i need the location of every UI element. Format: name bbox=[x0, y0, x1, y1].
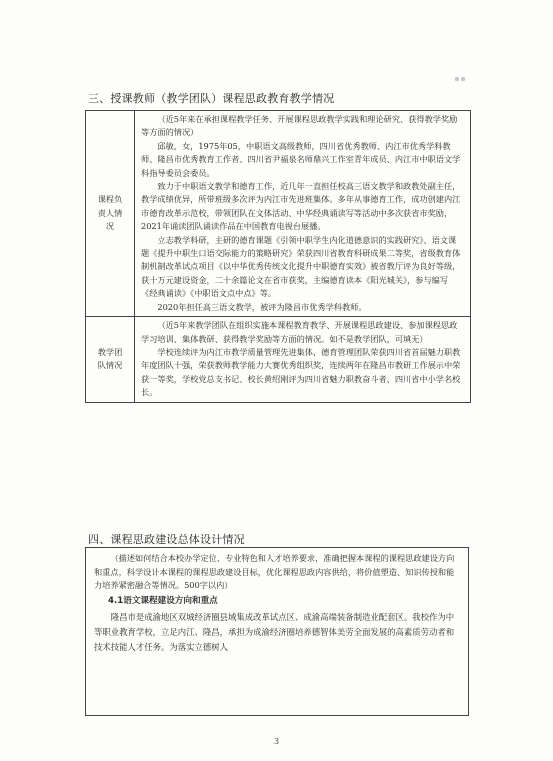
leader-row bbox=[86, 111, 471, 317]
team-paragraph: 学校连续评为内江市教学质量管理先进集体，德育管理团队荣获四川省首届魅力职教年度团队十强，荣获教师教学能力大赛优秀组织奖，连续两年在隆昌市教研工作展示中荣获一等奖，学校党总支书记、校长黄绍刚评为四川省魅力职教奋斗者、四川省中小学名校长。 bbox=[141, 346, 461, 398]
design-subheading: 4.1语文课程建设方向和重点 bbox=[108, 595, 218, 606]
design-body: 隆昌市是成渝地区双城经济圈县域集成改革试点区、成渝高端装备制造业配套区。我校作为中等职业教育学校，立足内江、隆昌，承担为成渝经济圈培养德智体美劳全面发展的高素质劳动者和技术技能人才任务。为落实立德树人 bbox=[94, 612, 455, 653]
leader-paragraph: 立志教学科研，主研的德育课题《引领中职学生内化道德意识的实践研究》、语文课题《提升中职生口语交际能力的策略研究》荣获四川省教育科研成果二等奖，省级教育体制机制改革试点项目《以中华优秀传统文化提升中职德育实效》被省教厅评为良好等级，获十万元建设资金，二十余篇论文在省市获奖，主编德育读本《阳光城关》，参与编写《经典诵读》《中职语文点中点》等。 bbox=[141, 234, 461, 299]
design-intro: （描述如何结合本校办学定位、专业特色和人才培养要求，准确把握本课程的课程思政建设方向和重点，科学设计本课程的课程思政建设目标，优化课程思政内容供给，将价值塑造、知识传授和能力培养紧密融合等情况。500字以内） bbox=[94, 553, 455, 591]
team-row bbox=[86, 317, 471, 402]
design-box bbox=[85, 547, 469, 716]
leader-content bbox=[135, 111, 471, 317]
leader-paragraph: 邱敏，女，1975年05，中职语文高级教师，四川省优秀教师、内江市优秀学科教师、隆昌市优秀教育工作者、四川省尹福泉名师鼎兴工作室青年成员、内江市中职语文学科指导委员会委员。 bbox=[141, 140, 461, 178]
team-intro: （近5年来教学团队在组织实施本课程教育教学、开展课程思政建设、参加课程思政学习培训、集体教研、获得教学奖励等方面的情况。如不是教学团队，可填无） bbox=[141, 320, 458, 344]
leader-label: 课程负 责人情 况 bbox=[86, 111, 135, 317]
teacher-info-table bbox=[85, 110, 471, 403]
leader-paragraph: 2020年担任高三语文教学，被评为隆昌市优秀学科教师。 bbox=[157, 301, 367, 312]
leader-paragraph: 致力于中职语文教学和德育工作，近几年一直担任校高三语文教学和政教处副主任，教学成绩优异，所带班级多次评为内江市先进班集体。多年从事德育工作，成功创建内江市德育改革示范校，带领团队在文体活动、中华经典诵读写等活动中多次获省市奖励，2021年诵读团队诵读作品在中国教育电视台展播。 bbox=[141, 181, 461, 232]
leader-intro: （近5年来在承担课程教学任务、开展课程思政教学实践和理论研究、获得教学奖励等方面的情况） bbox=[141, 114, 458, 138]
team-content bbox=[135, 317, 471, 402]
scan-artifact bbox=[455, 66, 471, 72]
section-4-title: 四、课程思政建设总体设计情况 bbox=[88, 533, 245, 546]
team-label: 教学团 队情况 bbox=[86, 317, 135, 402]
page-number: 3 bbox=[273, 737, 280, 746]
section-3-title: 三、授课教师（教学团队）课程思政教育教学情况 bbox=[88, 92, 335, 105]
